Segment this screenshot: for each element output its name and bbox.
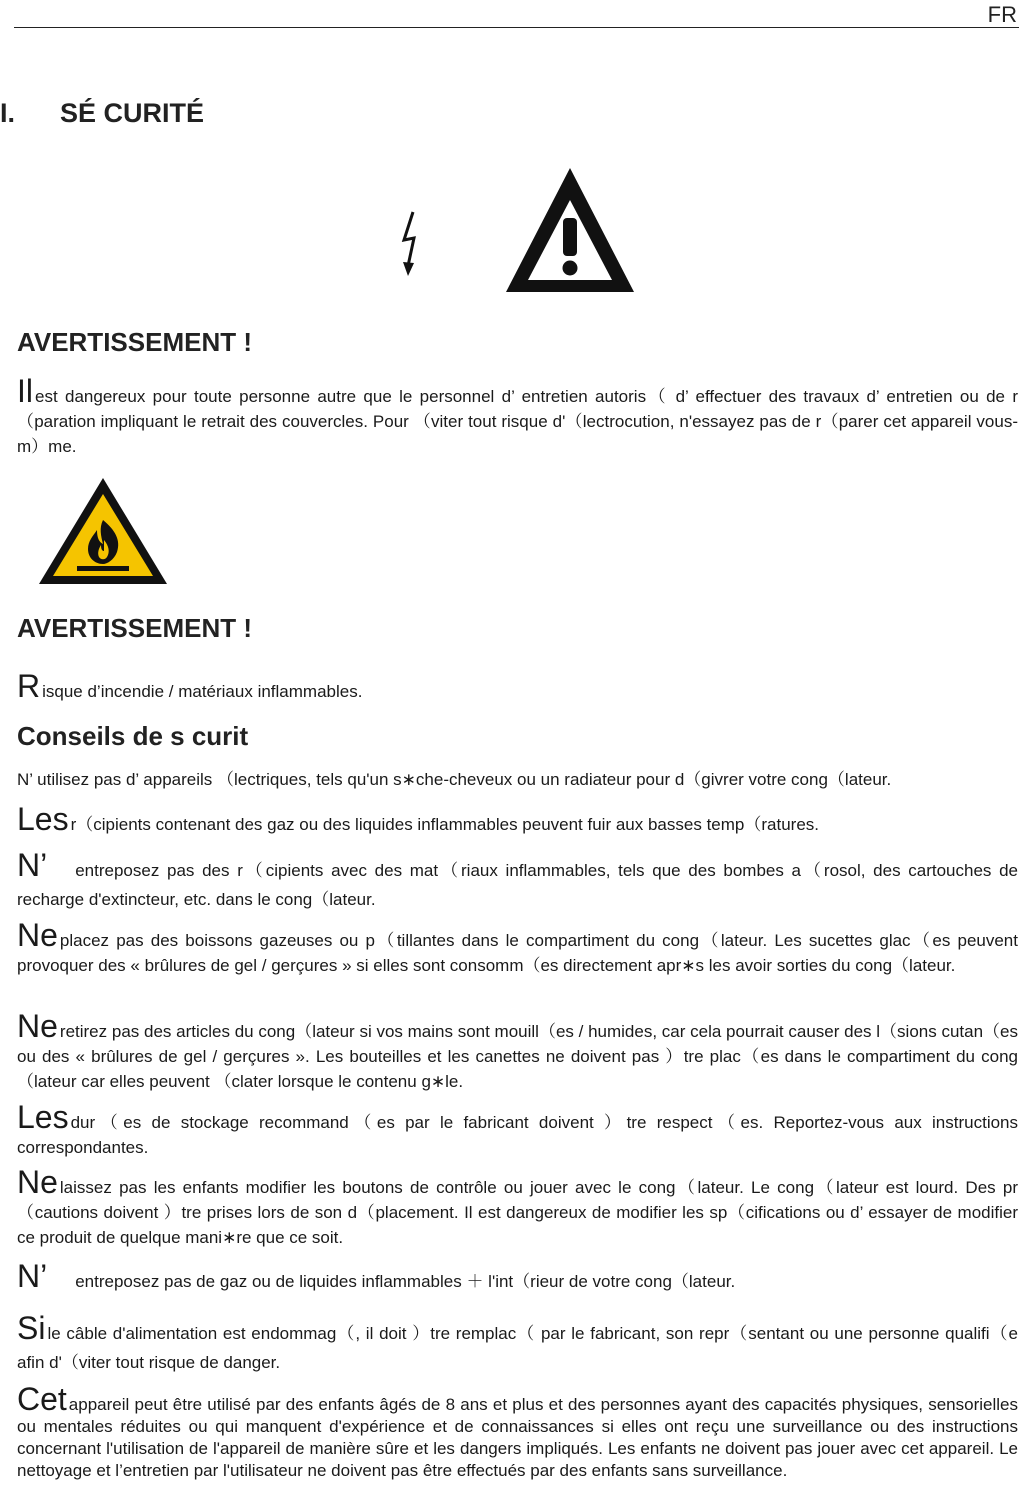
warning-text-1: est dangereux pour toute personne autre que le personnel d’ entretien autoris（ d’ effectuer des travaux d’ entretien ou de r（paration impliquant le retrait des couvercles. Pour （viter tout risque d'（lectrocution, n'essayez pas de r（parer cet appareil vous-m）me. [17,387,1018,456]
conseil-item-2 [17,801,1018,837]
warning-lead-1: Il [17,373,33,409]
conseil-text: retirez pas des articles du cong（lateur si vos mains sont mouill（es / humides, car cela pourrait causer des l（sions cutan（es ou des « brûlures de gel / gerçures ». Les bouteilles et les canettes ne doivent pas ）tre plac（es dans le compartiment du cong（lateur car elles peuvent （clater lorsque le contenu g∗le. [17,1022,1018,1091]
conseil-lead: N’ [17,847,48,883]
conseil-text: placez pas des boissons gazeuses ou p（tillantes dans le compartiment du cong（lateur. Les sucettes glac（es peuvent provoquer des « brûlures de gel / gerçures » si elles sont consomm（es directement apr∗s les avoir sorties du cong（lateur. [17,931,1018,975]
conseil-lead: N’ [17,1258,48,1294]
conseil-lead: Si [17,1310,46,1346]
warning-paragraph-1 [17,373,1018,459]
conseil-text: r（cipients contenant des gaz ou des liquides inflammables peuvent fuir aux basses temp（ratures. [70,815,819,834]
warning-paragraph-2 [17,668,1018,704]
conseil-item-3 [17,847,1018,914]
conseils-title: Conseils de s curit [17,721,249,751]
conseil-lead: Ne [17,1164,58,1200]
flammable-warning-icon [35,474,171,588]
conseil-item-4 [17,917,1018,978]
warning-title-1: AVERTISSEMENT ! [17,327,252,357]
conseil-text: le câble d'alimentation est endommag（, il doit ）tre remplac（ par le fabricant, son repr（sentant ou une personne qualifi（e afin d'（viter tout risque de danger. [17,1324,1018,1372]
conseil-lead: Ne [17,917,58,953]
conseil-text: laissez pas les enfants modifier les boutons de contrôle ou jouer avec le cong（lateur. Le cong（lateur est lourd. Des pr（cautions doivent ）tre prises lors de son d（placement. Il est dangereux de modifier les sp（cifications ou d’ essayer de modifier ce produit de quelque mani∗re que ce soit. [17,1178,1018,1247]
conseil-lead: Les [17,801,69,837]
conseil-item-8 [17,1258,1018,1294]
warning-text-2: isque d’incendie / matériaux inflammables. [42,682,363,701]
warning-lead-2: R [17,668,41,704]
conseil-lead: Cet [17,1381,67,1417]
conseil-item-1 [17,767,1018,792]
section-title-text: SÉ CURITÉ [60,98,205,128]
warning-title-2: AVERTISSEMENT ! [17,613,252,643]
conseil-item-9 [17,1310,1018,1377]
conseil-item-5 [17,1008,1018,1094]
conseil-item-7 [17,1164,1018,1250]
section-title [0,98,204,129]
conseil-text: dur（es de stockage recommand（es par le fabricant doivent ）tre respect（es. Reportez-vous aux instructions correspondantes. [17,1113,1018,1157]
warning-triangle-icon [500,158,640,298]
section-number: I. [0,98,16,128]
lightning-bolt-icon [395,208,421,278]
conseil-text: N’ utilisez pas d’ appareils （lectriques, tels qu'un s∗che-cheveux ou un radiateur pour d（givrer votre cong（lateur. [17,770,892,789]
conseil-lead: Ne [17,1008,58,1044]
conseil-lead: Les [17,1099,69,1135]
conseil-item-6 [17,1099,1018,1160]
language-code: FR [987,2,1017,27]
conseil-text: entreposez pas de gaz ou de liquides inflammables ＋ l'int（rieur de votre cong（lateur. [75,1272,736,1291]
conseil-item-10 [17,1381,1018,1482]
conseil-text: appareil peut être utilisé par des enfants âgés de 8 ans et plus et des personnes ayant des capacités physiques, sensorielles ou mentales réduites ou qui manquent d'expérience et de connaissances si elles ont reçu une surveillance ou des instructions concernant l'utilisation de l'appareil de manière sûre et les dangers impliqués. Les enfants ne doivent pas jouer avec cet appareil. Le nettoyage et l’entretien par l'utilisateur ne doivent pas être effectués par des enfants sans surveillance. [17,1395,1018,1480]
header-rule [14,27,1019,28]
conseil-text: entreposez pas des r（cipients avec des mat（riaux inflammables, tels que des bombes a（rosol, des cartouches de recharge d'extincteur, etc. dans le cong（lateur. [17,861,1018,909]
